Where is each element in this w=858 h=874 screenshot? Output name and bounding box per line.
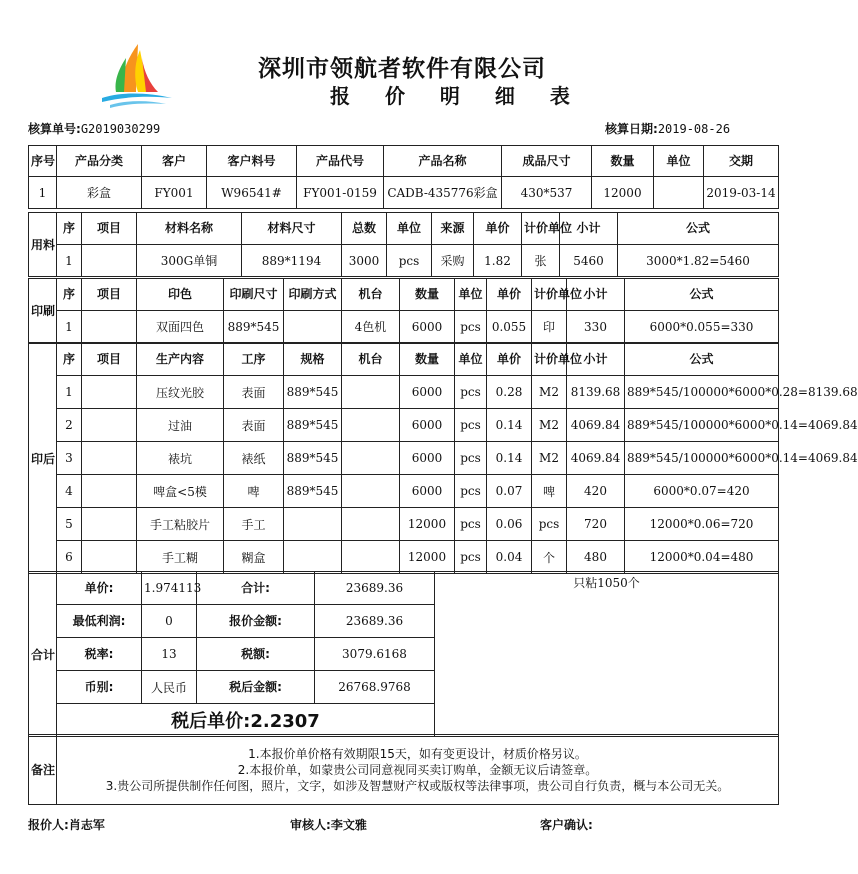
header-cell: 单价 bbox=[487, 344, 532, 376]
unit-price-value: 1.974113 bbox=[142, 572, 197, 605]
header-cell: 项目 bbox=[82, 344, 137, 376]
cell: 889*545 bbox=[284, 442, 342, 475]
table-row bbox=[29, 475, 779, 508]
header-cell: 计价单位 bbox=[522, 213, 560, 245]
header-cell: 材料尺寸 bbox=[242, 213, 342, 245]
cell: 裱坑 bbox=[137, 442, 224, 475]
cell: 6000 bbox=[400, 442, 455, 475]
cell: 个 bbox=[532, 541, 567, 574]
header-cell: 单位 bbox=[455, 279, 487, 311]
order-date-label: 核算日期: bbox=[605, 122, 658, 136]
cell: 印 bbox=[532, 311, 567, 343]
cell bbox=[82, 442, 137, 475]
cell: 3000 bbox=[342, 245, 387, 277]
order-date-value: 2019-08-26 bbox=[657, 122, 731, 136]
cell: CADB-435776彩盒 bbox=[384, 177, 502, 209]
cell: 12000*0.04=480 bbox=[625, 541, 779, 574]
tax-label: 税额: bbox=[197, 638, 315, 671]
cell: M2 bbox=[532, 376, 567, 409]
section-label-post: 印后 bbox=[29, 344, 57, 574]
printing-table bbox=[28, 278, 779, 343]
cell: 6000 bbox=[400, 311, 455, 343]
quote-amount-label: 报价金额: bbox=[197, 605, 315, 638]
header-cell: 工序 bbox=[224, 344, 284, 376]
table-row bbox=[29, 245, 779, 277]
quoter bbox=[28, 816, 105, 833]
cell: 裱纸 bbox=[224, 442, 284, 475]
total-value: 23689.36 bbox=[315, 572, 435, 605]
cell: 啤 bbox=[532, 475, 567, 508]
cell bbox=[82, 508, 137, 541]
cell: 12000 bbox=[400, 508, 455, 541]
min-profit-value: 0 bbox=[142, 605, 197, 638]
currency-label: 币别: bbox=[57, 671, 142, 704]
cell bbox=[82, 245, 137, 277]
note-line: 1.本报价单价格有效期限15天，如有变更设计，材质价格另议。 bbox=[248, 746, 587, 761]
cell bbox=[342, 409, 400, 442]
cell: 889*1194 bbox=[242, 245, 342, 277]
header-cell: 印刷尺寸 bbox=[224, 279, 284, 311]
cell bbox=[82, 541, 137, 574]
header-cell: 小计 bbox=[567, 344, 625, 376]
cell: 采购 bbox=[432, 245, 474, 277]
quoter-label: 报价人: bbox=[28, 818, 69, 832]
header-cell: 小计 bbox=[560, 213, 618, 245]
cell bbox=[342, 475, 400, 508]
header-cell: 材料名称 bbox=[137, 213, 242, 245]
table-row bbox=[29, 508, 779, 541]
customer-confirm-label: 客户确认: bbox=[540, 818, 593, 832]
cell: 表面 bbox=[224, 376, 284, 409]
cell: pcs bbox=[455, 442, 487, 475]
after-tax-amount-label: 税后金额: bbox=[197, 671, 315, 704]
header-cell: 数量 bbox=[400, 279, 455, 311]
note-line: 2.本报价单，如蒙贵公司同意视同买卖订购单，金额无议后请签章。 bbox=[237, 762, 598, 777]
header-cell: 序 bbox=[57, 344, 82, 376]
header-cell: 序号 bbox=[29, 146, 57, 177]
header-cell: 序 bbox=[57, 279, 82, 311]
order-number bbox=[28, 120, 160, 137]
section-label-material: 用料 bbox=[29, 213, 57, 277]
cell bbox=[342, 442, 400, 475]
cell: 6000*0.055=330 bbox=[625, 311, 779, 343]
cell bbox=[284, 508, 342, 541]
cell bbox=[82, 376, 137, 409]
remark-text: 只粘1050个 bbox=[573, 576, 640, 590]
cell: FY001 bbox=[142, 177, 207, 209]
cell: 889*545/100000*6000*0.14=4069.84 bbox=[625, 409, 779, 442]
min-profit-label: 最低利润: bbox=[57, 605, 142, 638]
header-cell: 计价单位 bbox=[532, 279, 567, 311]
cell: M2 bbox=[532, 442, 567, 475]
header-cell: 单价 bbox=[487, 279, 532, 311]
header-cell: 生产内容 bbox=[137, 344, 224, 376]
header-cell: 成品尺寸 bbox=[502, 146, 592, 177]
cell: pcs bbox=[455, 475, 487, 508]
header-cell: 印刷方式 bbox=[284, 279, 342, 311]
cell: 480 bbox=[567, 541, 625, 574]
cell: 4069.84 bbox=[567, 442, 625, 475]
cell: 啤盒<5模 bbox=[137, 475, 224, 508]
cell: 0.07 bbox=[487, 475, 532, 508]
cell: 8139.68 bbox=[567, 376, 625, 409]
cell: 手工糊 bbox=[137, 541, 224, 574]
currency-value: 人民币 bbox=[142, 671, 197, 704]
unit-price-label: 单价: bbox=[57, 572, 142, 605]
cell: pcs bbox=[455, 376, 487, 409]
cell: 1 bbox=[57, 311, 82, 343]
cell: 双面四色 bbox=[137, 311, 224, 343]
tax-rate-label: 税率: bbox=[57, 638, 142, 671]
header-cell: 产品名称 bbox=[384, 146, 502, 177]
cell: 压纹光胶 bbox=[137, 376, 224, 409]
post-process-table bbox=[28, 343, 858, 574]
header-cell: 产品分类 bbox=[57, 146, 142, 177]
cell: 6000 bbox=[400, 475, 455, 508]
notes-content bbox=[57, 735, 779, 805]
cell: M2 bbox=[532, 409, 567, 442]
cell: 张 bbox=[522, 245, 560, 277]
cell bbox=[284, 311, 342, 343]
header-cell: 公式 bbox=[625, 279, 779, 311]
order-number-label: 核算单号: bbox=[28, 122, 81, 136]
cell: pcs bbox=[455, 508, 487, 541]
after-tax-price bbox=[57, 704, 435, 737]
header-cell: 产品代号 bbox=[297, 146, 384, 177]
cell: 6 bbox=[57, 541, 82, 574]
cell: 330 bbox=[567, 311, 625, 343]
quoter-name: 肖志军 bbox=[68, 818, 105, 832]
table-row bbox=[29, 442, 779, 475]
header-cell: 客户料号 bbox=[207, 146, 297, 177]
header-cell: 客户 bbox=[142, 146, 207, 177]
cell: 5 bbox=[57, 508, 82, 541]
cell: 1 bbox=[57, 245, 82, 277]
cell: 糊盒 bbox=[224, 541, 284, 574]
cell: 889*545 bbox=[284, 376, 342, 409]
cell: pcs bbox=[455, 409, 487, 442]
cell bbox=[342, 541, 400, 574]
header-cell: 计价单位 bbox=[532, 344, 567, 376]
document-title: 报 价 明 细 表 bbox=[330, 84, 584, 108]
section-label-notes: 备注 bbox=[29, 735, 57, 805]
cell: 0.28 bbox=[487, 376, 532, 409]
cell: 0.04 bbox=[487, 541, 532, 574]
cell: 3 bbox=[57, 442, 82, 475]
cell: 表面 bbox=[224, 409, 284, 442]
table-row bbox=[29, 376, 779, 409]
cell: FY001-0159 bbox=[297, 177, 384, 209]
header-cell: 总数 bbox=[342, 213, 387, 245]
cell: 6000 bbox=[400, 376, 455, 409]
header-cell: 序 bbox=[57, 213, 82, 245]
cell: 过油 bbox=[137, 409, 224, 442]
cell: 889*545/100000*6000*0.14=4069.84 bbox=[625, 442, 779, 475]
product-header-row bbox=[29, 146, 779, 177]
header-cell: 单价 bbox=[474, 213, 522, 245]
tax-value: 3079.6168 bbox=[315, 638, 435, 671]
cell: 0.14 bbox=[487, 442, 532, 475]
order-date bbox=[605, 120, 730, 137]
notes-table bbox=[28, 734, 779, 805]
cell: 啤 bbox=[224, 475, 284, 508]
cell bbox=[82, 409, 137, 442]
cell: 889*545 bbox=[284, 475, 342, 508]
header-cell: 数量 bbox=[592, 146, 654, 177]
cell: 2 bbox=[57, 409, 82, 442]
cell: 0.06 bbox=[487, 508, 532, 541]
cell: 0.055 bbox=[487, 311, 532, 343]
total-label: 合计: bbox=[197, 572, 315, 605]
after-tax-price-label: 税后单价: bbox=[171, 711, 251, 732]
cell bbox=[654, 177, 704, 209]
cell bbox=[82, 311, 137, 343]
table-row bbox=[29, 311, 779, 343]
header-cell: 机台 bbox=[342, 344, 400, 376]
cell: 手工粘胶片 bbox=[137, 508, 224, 541]
cell: 430*537 bbox=[502, 177, 592, 209]
cell: pcs bbox=[455, 541, 487, 574]
section-label-printing: 印刷 bbox=[29, 279, 57, 343]
header-cell: 规格 bbox=[284, 344, 342, 376]
quote-amount-value: 23689.36 bbox=[315, 605, 435, 638]
cell bbox=[82, 475, 137, 508]
cell: 889*545/100000*6000*0.28=8139.68 bbox=[625, 376, 779, 409]
auditor-name: 李文雅 bbox=[330, 818, 367, 832]
product-table bbox=[28, 145, 779, 209]
header-cell: 公式 bbox=[618, 213, 779, 245]
cell: 2019-03-14 bbox=[704, 177, 779, 209]
cell: 0.14 bbox=[487, 409, 532, 442]
cell: 12000 bbox=[592, 177, 654, 209]
header-cell: 单位 bbox=[654, 146, 704, 177]
after-tax-amount-value: 26768.9768 bbox=[315, 671, 435, 704]
header-cell: 项目 bbox=[82, 213, 137, 245]
note-line: 3.贵公司所提供制作任何图，照片，文字，如涉及智慧财产权或版权等法律事项，贵公司自行负责，概与本公司无关。 bbox=[105, 778, 730, 793]
section-label-summary: 合计 bbox=[29, 572, 57, 737]
cell: 4 bbox=[57, 475, 82, 508]
header-cell: 数量 bbox=[400, 344, 455, 376]
tax-rate-value: 13 bbox=[142, 638, 197, 671]
order-number-value: G2019030299 bbox=[80, 122, 161, 136]
cell: 6000*0.07=420 bbox=[625, 475, 779, 508]
cell: 彩盒 bbox=[57, 177, 142, 209]
summary-table bbox=[28, 571, 779, 737]
cell: pcs bbox=[532, 508, 567, 541]
cell: 3000*1.82=5460 bbox=[618, 245, 779, 277]
cell bbox=[342, 508, 400, 541]
cell bbox=[284, 541, 342, 574]
table-row bbox=[29, 541, 779, 574]
cell: 1 bbox=[29, 177, 57, 209]
material-table bbox=[28, 212, 779, 277]
cell: pcs bbox=[387, 245, 432, 277]
table-row bbox=[29, 409, 779, 442]
header-cell: 来源 bbox=[432, 213, 474, 245]
header-cell: 交期 bbox=[704, 146, 779, 177]
header-cell: 单位 bbox=[387, 213, 432, 245]
cell: 720 bbox=[567, 508, 625, 541]
cell: 889*545 bbox=[224, 311, 284, 343]
cell: 889*545 bbox=[284, 409, 342, 442]
header-cell: 单位 bbox=[455, 344, 487, 376]
company-name: 深圳市领航者软件有限公司 bbox=[258, 56, 546, 82]
auditor bbox=[290, 816, 367, 833]
table-row bbox=[29, 177, 779, 209]
auditor-label: 审核人: bbox=[290, 818, 331, 832]
cell: 6000 bbox=[400, 409, 455, 442]
remark-cell bbox=[435, 572, 779, 737]
cell: 1 bbox=[57, 376, 82, 409]
cell: 4色机 bbox=[342, 311, 400, 343]
header-cell: 公式 bbox=[625, 344, 779, 376]
cell: 12000*0.06=720 bbox=[625, 508, 779, 541]
customer-confirm bbox=[540, 816, 593, 833]
cell: pcs bbox=[455, 311, 487, 343]
after-tax-price-value: 2.2307 bbox=[250, 711, 320, 732]
cell: 5460 bbox=[560, 245, 618, 277]
cell: 300G单铜 bbox=[137, 245, 242, 277]
cell: 4069.84 bbox=[567, 409, 625, 442]
header-cell: 小计 bbox=[567, 279, 625, 311]
header-cell: 机台 bbox=[342, 279, 400, 311]
cell: 手工 bbox=[224, 508, 284, 541]
cell: 420 bbox=[567, 475, 625, 508]
cell: W96541# bbox=[207, 177, 297, 209]
header-cell: 项目 bbox=[82, 279, 137, 311]
sailboat-logo-icon bbox=[96, 40, 176, 110]
header-cell: 印色 bbox=[137, 279, 224, 311]
cell: 12000 bbox=[400, 541, 455, 574]
cell bbox=[342, 376, 400, 409]
cell: 1.82 bbox=[474, 245, 522, 277]
